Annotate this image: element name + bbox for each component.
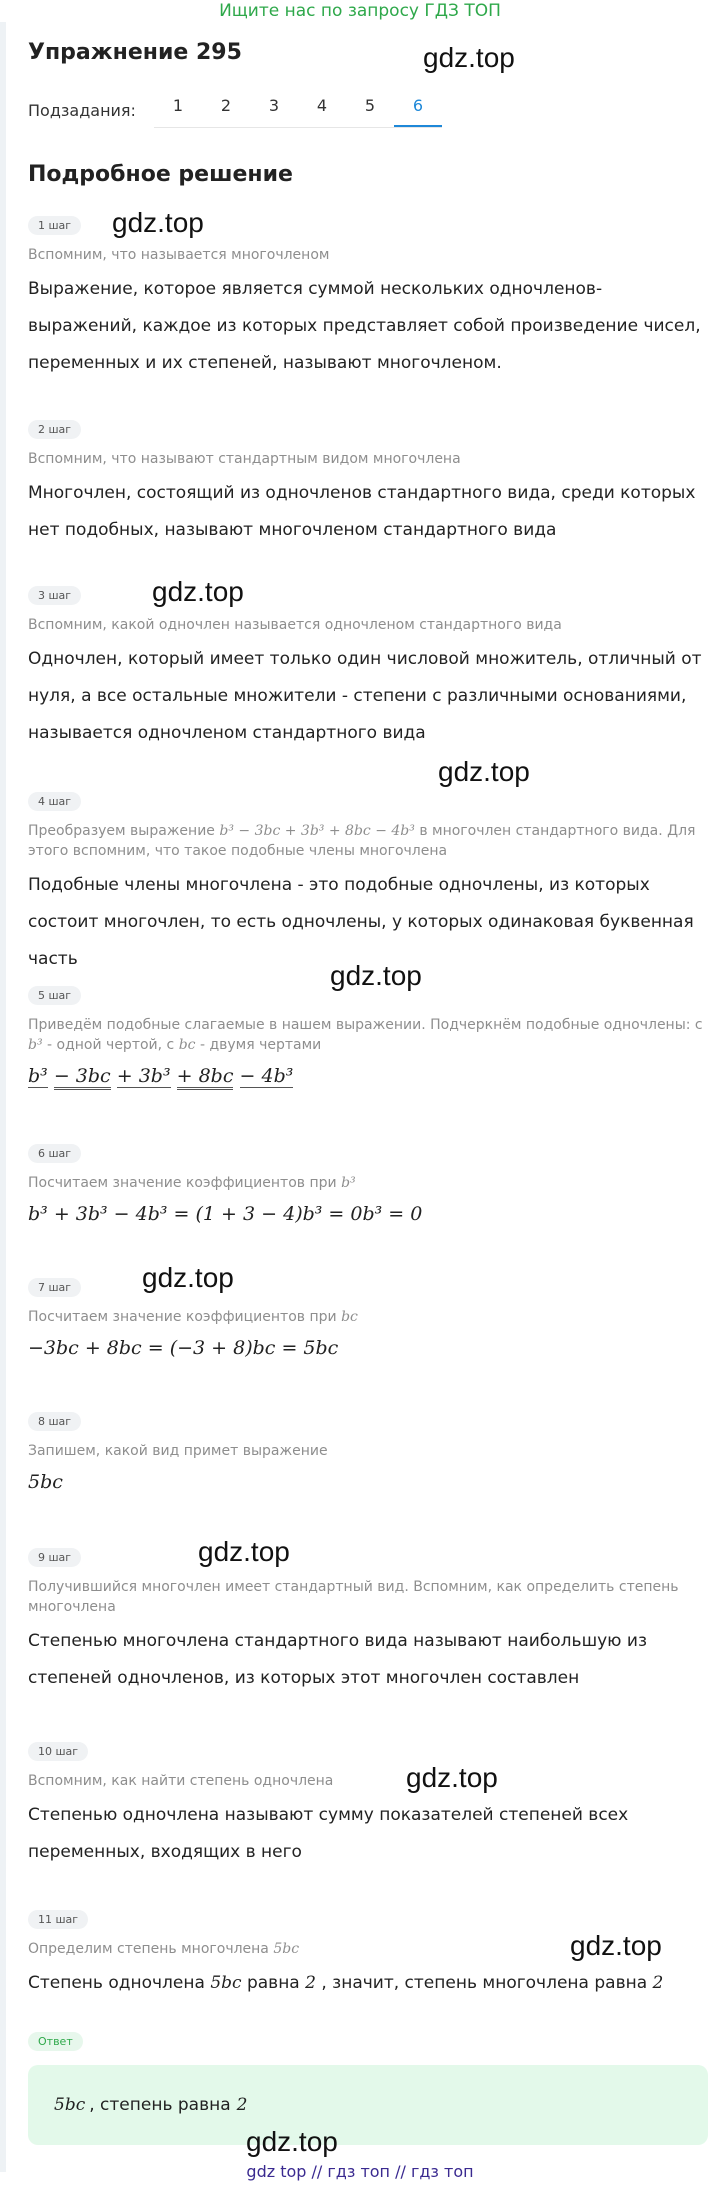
term-b3: b³ [28,1065,48,1087]
step-badge: 10 шаг [28,1742,88,1761]
hint-text: - двумя чертами [199,1037,322,1053]
subtasks-tabs [154,92,442,128]
step-hint: Вспомним, как найти степень одночлена [28,1773,334,1789]
text-part: равна [246,1973,300,1993]
underlined-expression [28,1065,708,1087]
step-7 [28,1276,708,1359]
step-2 [28,418,708,549]
step-hint [28,1307,708,1327]
step-text [28,1965,708,2002]
step-hint: Вспомним, что называется многочленом [28,247,330,263]
tab-subtask-4[interactable]: 4 [316,96,328,115]
hint-text: Посчитаем значение коэффициентов при [28,1175,337,1191]
hint-text: в многочлен стандартного вида. Для этого вспомним, что такое подобные члены многочлена [28,823,696,859]
hint-expression: b³ − 3bc + 3b³ + 8bc − 4b³ [219,823,415,839]
text-term: 2 [305,1973,316,1993]
step-4 [28,790,708,978]
formula: b³ + 3b³ − 4b³ = (1 + 3 − 4)b³ = 0b³ = 0 [28,1203,423,1225]
top-banner[interactable]: Ищите нас по запросу ГДЗ ТОП [219,1,501,21]
step-badge: 3 шаг [28,586,81,605]
step-8 [28,1410,708,1493]
step-text: Выражение, которое является суммой нескольких одночленов-выражений, каждое из которых представляет собой произведение чисел, переменных и их степеней, называют многочленом. [28,279,701,373]
hint-term: b³ [28,1037,43,1053]
step-hint: Запишем, какой вид примет выражение [28,1443,328,1459]
watermark: gdz.top [570,1930,662,1961]
watermark: gdz.top [406,1762,498,1793]
watermark: gdz.top [423,42,515,73]
hint-term: bc [178,1037,196,1053]
watermark: gdz.top [198,1536,290,1567]
term-bc: + 8bc [177,1065,234,1090]
step-text: Одночлен, который имеет только один числовой множитель, отличный от нуля, а все остальные множители - степени с различными основаниями, называется одночленом стандартного вида [28,649,702,743]
step-text: Многочлен, состоящий из одночленов стандартного вида, среди которых нет подобных, называют многочленом стандартного вида [28,483,696,540]
step-badge: 4 шаг [28,792,81,811]
step-badge: 5 шаг [28,986,81,1005]
answer-expression: 5bc [54,2095,86,2115]
watermark: gdz.top [112,207,204,238]
step-hint: Вспомним, какой одночлен называется одночленом стандартного вида [28,617,562,633]
step-9 [28,1546,708,1697]
subtasks-label: Подзадания: [28,100,136,120]
watermark: gdz.top [330,960,422,991]
step-text: Подобные члены многочлена - это подобные одночлены, из которых состоит многочлен, то есть одночлены, у которых одинаковая буквенная часть [28,875,694,969]
tab-subtask-6[interactable]: 6 [394,92,442,127]
tab-subtask-5[interactable]: 5 [364,96,376,115]
page-title: Упражнение 295 [28,40,242,65]
tab-subtask-3[interactable]: 3 [268,96,280,115]
text-term: 2 [652,1973,664,1993]
footer-links[interactable]: gdz top // гдз топ // гдз топ [246,2162,474,2181]
step-3 [28,584,708,752]
term-b3: − 4b³ [239,1065,294,1087]
hint-text: Определим степень многочлена [28,1941,269,1957]
step-badge: 6 шаг [28,1144,81,1163]
answer-text: , степень равна [89,2095,231,2115]
term-b3: + 3b³ [116,1065,171,1087]
watermark: gdz.top [142,1262,234,1293]
text-term: 5bc [210,1973,242,1993]
watermark: gdz.top [438,756,530,787]
step-badge: 2 шаг [28,420,81,439]
tab-subtask-2[interactable]: 2 [220,96,232,115]
hint-text: Посчитаем значение коэффициентов при [28,1309,337,1325]
term-bc: − 3bc [54,1065,111,1090]
text-part: , значит, степень многочлена равна [321,1973,648,1993]
hint-term: b³ [341,1175,356,1191]
hint-term: 5bc [273,1941,300,1957]
step-5 [28,984,708,1087]
step-hint: Вспомним, что называют стандартным видом многочлена [28,451,461,467]
step-6 [28,1142,708,1225]
formula: −3bc + 8bc = (−3 + 8)bc = 5bc [28,1337,339,1359]
step-text: Степенью многочлена стандартного вида называют наибольшую из степеней одночленов, из которых этот многочлен составлен [28,1631,647,1688]
formula: 5bc [28,1471,63,1493]
answer-box [28,2065,708,2145]
answer-value: 2 [236,2095,248,2115]
hint-text: Преобразуем выражение [28,823,215,839]
step-hint [28,1015,708,1055]
step-10 [28,1740,708,1871]
answer-badge: Ответ [28,2032,83,2051]
hint-text: - одной чертой, с [47,1037,175,1053]
section-title: Подробное решение [28,162,293,187]
step-badge: 9 шаг [28,1548,81,1567]
subtasks-bar [28,92,442,128]
step-hint [28,1173,708,1193]
watermark: gdz.top [152,576,244,607]
step-hint: Получившийся многочлен имеет стандартный вид. Вспомним, как определить степень многочлена [28,1579,679,1615]
watermark: gdz.top [246,2126,338,2157]
step-badge: 1 шаг [28,216,81,235]
hint-text: Приведём подобные слагаемые в нашем выражении. Подчеркнём подобные одночлены: с [28,1017,703,1033]
step-hint [28,821,708,861]
step-text: Степенью одночлена называют сумму показателей степеней всех переменных, входящих в него [28,1805,629,1862]
left-rule [0,22,6,2172]
tab-subtask-1[interactable]: 1 [172,96,184,115]
hint-term: bc [341,1309,358,1325]
step-badge: 7 шаг [28,1278,81,1297]
step-badge: 8 шаг [28,1412,81,1431]
step-1 [28,214,708,382]
text-part: Степень одночлена [28,1973,205,1993]
answer-section [28,2030,708,2145]
step-badge: 11 шаг [28,1910,88,1929]
